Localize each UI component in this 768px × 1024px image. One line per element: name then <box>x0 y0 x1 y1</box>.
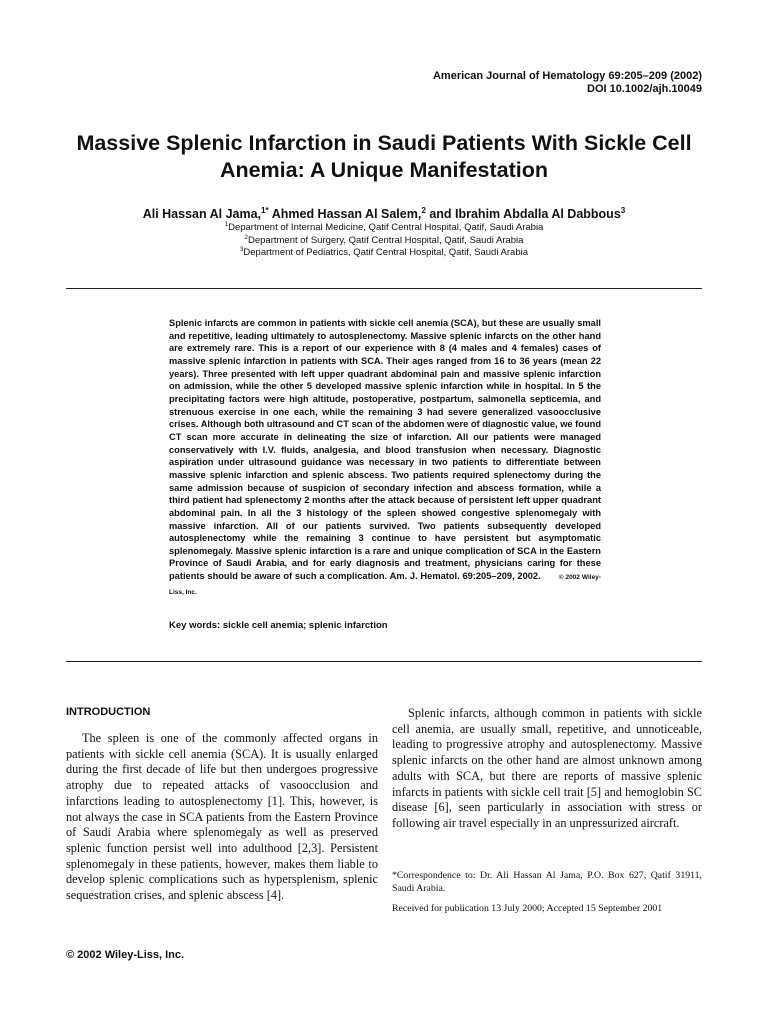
journal-reference <box>433 70 702 96</box>
author-name: Ali Hassan Al Jama, <box>142 207 262 221</box>
author-name: and Ibrahim Abdalla Al Dabbous <box>429 207 621 221</box>
doi: DOI 10.1002/ajh.10049 <box>587 83 702 95</box>
affiliation-text: Department of Surgery, Qatif Central Hospital, Qatif, Saudi Arabia <box>247 234 524 246</box>
top-divider <box>66 288 702 289</box>
author-affiliation-marker: 2 <box>421 205 426 215</box>
abstract-text: Splenic infarcts are common in patients with sickle cell anemia (SCA), but these are usually small and repetitive, leading ultimately to autosplenectomy. Massive splenic infarcts on the other hand are extremely rare. This is a report of our experience with 8 (4 males and 4 females) cases of massive splenic infarction in patients with SCA. Their ages ranged from 16 to 36 years (mean 22 years). Three presented with left upper quadrant abdominal pain and massive splenic infarction on admission, while the other 5 developed massive splenic infarction while in hospital. In 5 the precipitating factors were high altitude, postoperative, postpartum, salmonella septicemia, and strenuous exercise in one each, while the remaining 3 had severe generalized vasoocclusive crises. Although both ultrasound and CT scan of the abdomen were of diagnostic value, we found CT scan more accurate in delineating the size of infarction. All our patients were managed conservatively with I.V. fluids, analgesia, and blood transfusion when necessary. Diagnostic aspiration under ultrasound guidance was necessary in two patients to differentiate between massive splenic infarction and splenic abscess. Two patients required splenectomy during the same admission because of suspicion of secondary infection and abscess formation, while a third patient had splenectomy 2 months after the attack because of persistent left upper quadrant abdominal pain. In all the 3 histology of the spleen showed congestive splenomegaly with massive infarction. All of our patients survived. Two patients subsequently developed autosplenectomy while the remaining 3 continue to have persistent but asymptomatic splenomegaly. Massive splenic infarction is a rare and unique complication of SCA in the Eastern Province of Saudi Arabia, and for early diagnosis and treatment, physicians caring for these patients should be aware of such a complication. Am. J. Hematol. 69:205–209, 2002. <box>169 318 601 582</box>
abstract <box>169 317 601 599</box>
affiliation <box>40 247 728 260</box>
affiliation-marker: 1 <box>224 220 229 228</box>
abstract-copyright: © 2002 Wiley-Liss, Inc. <box>169 574 601 596</box>
affiliation-marker: 2 <box>244 233 248 241</box>
introduction-paragraph-2: Splenic infarcts, although common in patients with sickle cell anemia, are usually small, repetitive, and unnoticeable, leading to progressive atrophy and autosplenectomy. Massive splenic infarcts on the other hand are almost unknown among adults with SCA, but there are reports of massive splenic infarcts in patients with sickle cell trait [5] and hemoglobin SC disease [6], seen particularly in association with stress or following air travel especially in an unpressurized aircraft. <box>392 706 702 830</box>
author-name: Ahmed Hassan Al Salem, <box>271 207 422 221</box>
received-note: Received for publication 13 July 2000; Accepted 15 September 2001 <box>392 903 663 914</box>
bottom-divider <box>66 661 702 662</box>
author-list <box>40 206 728 222</box>
author-affiliation-marker: 1* <box>261 205 269 215</box>
affiliations <box>40 222 728 260</box>
article-title: Massive Splenic Infarction in Saudi Patients With Sickle Cell Anemia: A Unique Manifestation <box>76 131 692 182</box>
affiliation-text: Department of Internal Medicine, Qatif Central Hospital, Qatif, Saudi Arabia <box>228 222 544 233</box>
affiliation-marker: 3 <box>239 245 244 253</box>
correspondence-note: *Correspondence to: Dr. Ali Hassan Al Jama, P.O. Box 627, Qatif 31911, Saudi Arabia. <box>392 870 702 894</box>
journal-citation: American Journal of Hematology 69:205–209 (2002) <box>432 70 702 82</box>
affiliation-text: Department of Pediatrics, Qatif Central Hospital, Qatif, Saudi Arabia <box>243 247 529 258</box>
author-affiliation-marker: 3 <box>620 205 626 215</box>
footnotes <box>392 870 702 924</box>
affiliation <box>40 222 728 235</box>
affiliation <box>40 235 728 248</box>
publisher-copyright: © 2002 Wiley-Liss, Inc. <box>66 949 185 961</box>
introduction-paragraph-1: The spleen is one of the commonly affected organs in patients with sickle cell anemia (SCA). It is usually enlarged during the first decade of life but then undergoes progressive atrophy due to repeated attacks of vasoocclusion and infarctions leading to autosplenectomy [1]. This, however, is not always the case in SCA patients from the Eastern Province of Saudi Arabia where splenomegaly as well as preserved splenic function persist well into adulthood [2,3]. Persistent splenomegaly in these patients, however, makes them liable to develop splenic complications such as hypersplenism, splenic sequestration crises, and splenic abscess [4]. <box>66 731 378 903</box>
introduction-heading: INTRODUCTION <box>66 706 151 718</box>
keywords: Key words: sickle cell anemia; splenic infarction <box>169 620 388 631</box>
